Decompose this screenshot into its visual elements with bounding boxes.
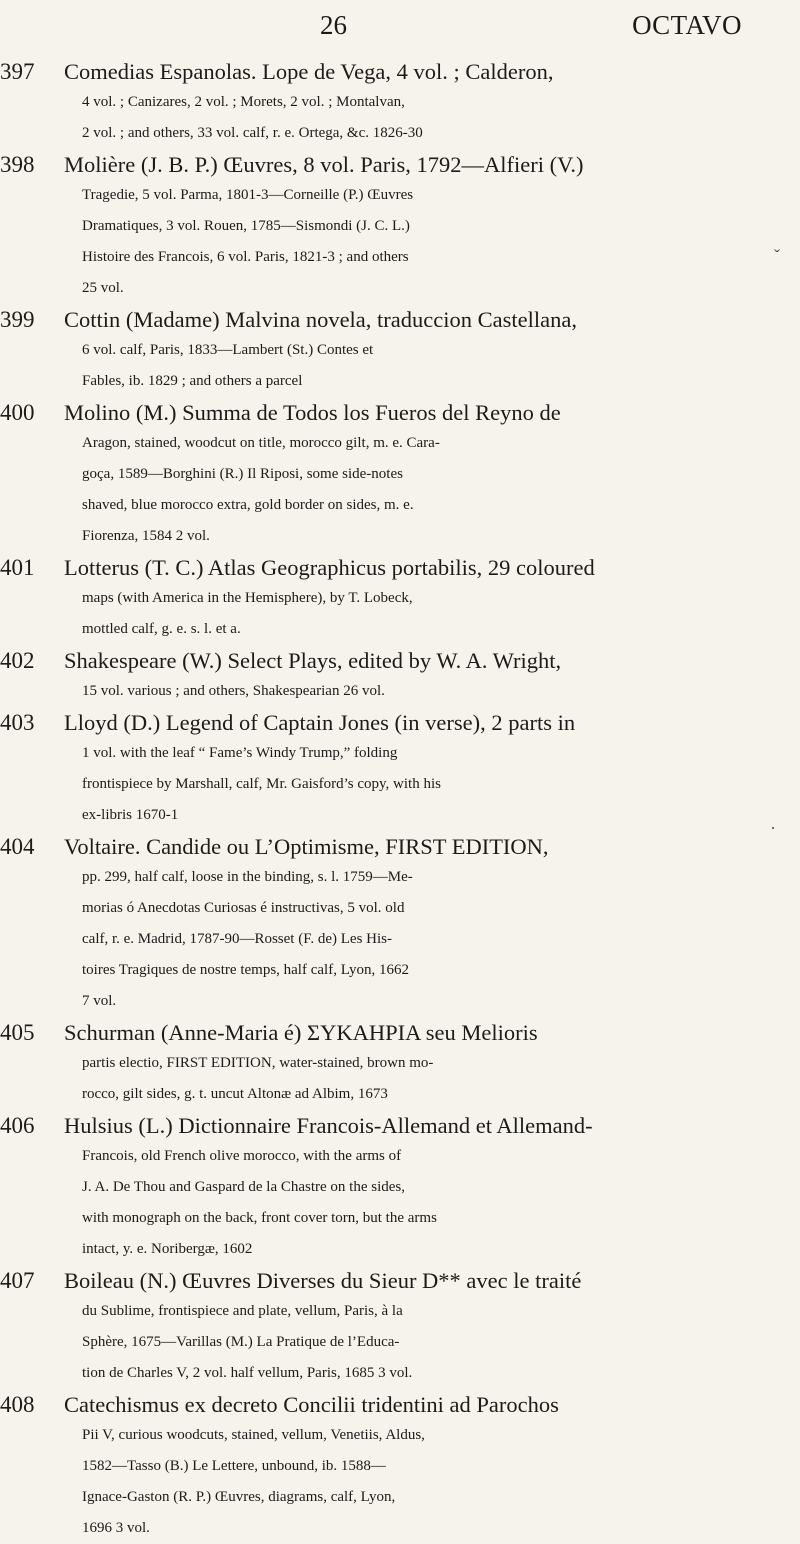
lot-number: 401 <box>0 555 35 580</box>
entry-line: shaved, blue morocco extra, gold border on sides, m. e. <box>82 497 414 513</box>
entry-line: 1582—Tasso (B.) Le Lettere, unbound, ib. 1588— <box>82 1458 386 1474</box>
entry-line: mottled calf, g. e. s. l. et a. <box>82 621 241 637</box>
entry-line: Francois, old French olive morocco, with the arms of <box>82 1148 402 1164</box>
entry-line: 6 vol. calf, Paris, 1833—Lambert (St.) Contes et <box>82 342 374 358</box>
entry-line: Hulsius (L.) Dictionnaire Francois-Allemand et Allemand- <box>64 1113 593 1138</box>
running-head: OCTAVO <box>632 10 742 40</box>
entry-line: Tragedie, 5 vol. Parma, 1801-3—Corneille (P.) Œuvres <box>82 187 414 203</box>
catalogue-entry <box>0 304 740 397</box>
entry-line: morias ó Anecdotas Curiosas é instructivas, 5 vol. old <box>82 900 405 916</box>
catalogue-entry <box>0 831 740 1017</box>
entry-line: Dramatiques, 3 vol. Rouen, 1785—Sismondi (J. C. L.) <box>82 218 410 234</box>
entry-line: intact, y. e. Noribergæ, 1602 <box>82 1241 253 1257</box>
lot-number: 405 <box>0 1020 35 1045</box>
lot-number: 403 <box>0 710 35 735</box>
entry-line: Lotterus (T. C.) Atlas Geographicus portabilis, 29 coloured <box>64 555 595 580</box>
catalogue-entry <box>0 1017 740 1110</box>
entry-line: tion de Charles V, 2 vol. half vellum, Paris, 1685 3 vol. <box>82 1365 413 1381</box>
lot-number: 406 <box>0 1113 35 1138</box>
entry-line: Boileau (N.) Œuvres Diverses du Sieur D** avec le traité <box>64 1268 582 1293</box>
entry-line: rocco, gilt sides, g. t. uncut Altonæ ad Albim, 1673 <box>82 1086 388 1102</box>
entry-line: Sphère, 1675—Varillas (M.) La Pratique de l’Educa- <box>82 1334 400 1350</box>
lot-number: 398 <box>0 152 35 177</box>
entry-line: maps (with America in the Hemisphere), by T. Lobeck, <box>82 590 413 606</box>
lot-number: 399 <box>0 307 35 332</box>
page-number: 26 <box>320 10 347 40</box>
entry-line: with monograph on the back, front cover torn, but the arms <box>82 1210 437 1226</box>
margin-mark: ˇ <box>774 246 780 266</box>
entry-line: Voltaire. Candide ou L’Optimisme, FIRST EDITION, <box>64 834 549 859</box>
catalogue-entries <box>0 56 740 1544</box>
catalogue-entry <box>0 645 740 707</box>
entry-line: calf, r. e. Madrid, 1787-90—Rosset (F. de) Les His- <box>82 931 392 947</box>
catalogue-entry <box>0 707 740 831</box>
entry-line: Ignace-Gaston (R. P.) Œuvres, diagrams, calf, Lyon, <box>82 1489 396 1505</box>
entry-line: Cottin (Madame) Malvina novela, traduccion Castellana, <box>64 307 577 332</box>
entry-line: ex-libris 1670-1 <box>82 807 179 823</box>
entry-line: goça, 1589—Borghini (R.) Il Riposi, some side-notes <box>82 466 403 482</box>
catalogue-entry <box>0 552 740 645</box>
entry-line: 2 vol. ; and others, 33 vol. calf, r. e. Ortega, &c. 1826-30 <box>82 125 423 141</box>
entry-line: toires Tragiques de nostre temps, half calf, Lyon, 1662 <box>82 962 410 978</box>
lot-number: 400 <box>0 400 35 425</box>
entry-line: Lloyd (D.) Legend of Captain Jones (in verse), 2 parts in <box>64 710 576 735</box>
catalogue-entry <box>0 1389 740 1544</box>
entry-line: Catechismus ex decreto Concilii tridentini ad Parochos <box>64 1392 559 1417</box>
catalogue-entry <box>0 56 740 149</box>
entry-line: Comedias Espanolas. Lope de Vega, 4 vol. ; Calderon, <box>64 59 554 84</box>
entry-line: Schurman (Anne-Maria é) ΣΥΚΑΗΡΙΑ seu Melioris <box>64 1020 538 1045</box>
entry-line: partis electio, FIRST EDITION, water-stained, brown mo- <box>82 1055 434 1071</box>
lot-number: 397 <box>0 59 35 84</box>
lot-number: 408 <box>0 1392 35 1417</box>
entry-line: J. A. De Thou and Gaspard de la Chastre on the sides, <box>82 1179 405 1195</box>
entry-line: 25 vol. <box>82 280 124 296</box>
lot-number: 402 <box>0 648 35 673</box>
entry-line: Pii V, curious woodcuts, stained, vellum, Venetiis, Aldus, <box>82 1427 425 1443</box>
entry-line: Histoire des Francois, 6 vol. Paris, 1821-3 ; and others <box>82 249 409 265</box>
entry-line: Molière (J. B. P.) Œuvres, 8 vol. Paris, 1792—Alfieri (V.) <box>64 152 584 177</box>
entry-line: frontispiece by Marshall, calf, Mr. Gaisford’s copy, with his <box>82 776 441 792</box>
entry-line: Shakespeare (W.) Select Plays, edited by W. A. Wright, <box>64 648 562 673</box>
catalogue-entry <box>0 397 740 552</box>
entry-line: Fiorenza, 1584 2 vol. <box>82 528 210 544</box>
catalogue-entry <box>0 149 740 304</box>
page-header <box>320 10 800 50</box>
entry-line: 15 vol. various ; and others, Shakespearian 26 vol. <box>82 683 385 699</box>
margin-mark: · <box>770 818 776 838</box>
entry-line: 1696 3 vol. <box>82 1520 150 1536</box>
entry-line: Aragon, stained, woodcut on title, morocco gilt, m. e. Cara- <box>82 435 440 451</box>
entry-line: Molino (M.) Summa de Todos los Fueros del Reyno de <box>64 400 561 425</box>
entry-line: pp. 299, half calf, loose in the binding, s. l. 1759—Me- <box>82 869 413 885</box>
entry-line: 7 vol. <box>82 993 117 1009</box>
catalogue-entry <box>0 1265 740 1389</box>
entry-line: 4 vol. ; Canizares, 2 vol. ; Morets, 2 vol. ; Montalvan, <box>82 94 405 110</box>
entry-line: 1 vol. with the leaf “ Fame’s Windy Trump,” folding <box>82 745 398 761</box>
lot-number: 404 <box>0 834 35 859</box>
lot-number: 407 <box>0 1268 35 1293</box>
entry-line: Fables, ib. 1829 ; and others a parcel <box>82 373 303 389</box>
entry-line: du Sublime, frontispiece and plate, vellum, Paris, à la <box>82 1303 403 1319</box>
catalogue-entry <box>0 1110 740 1265</box>
